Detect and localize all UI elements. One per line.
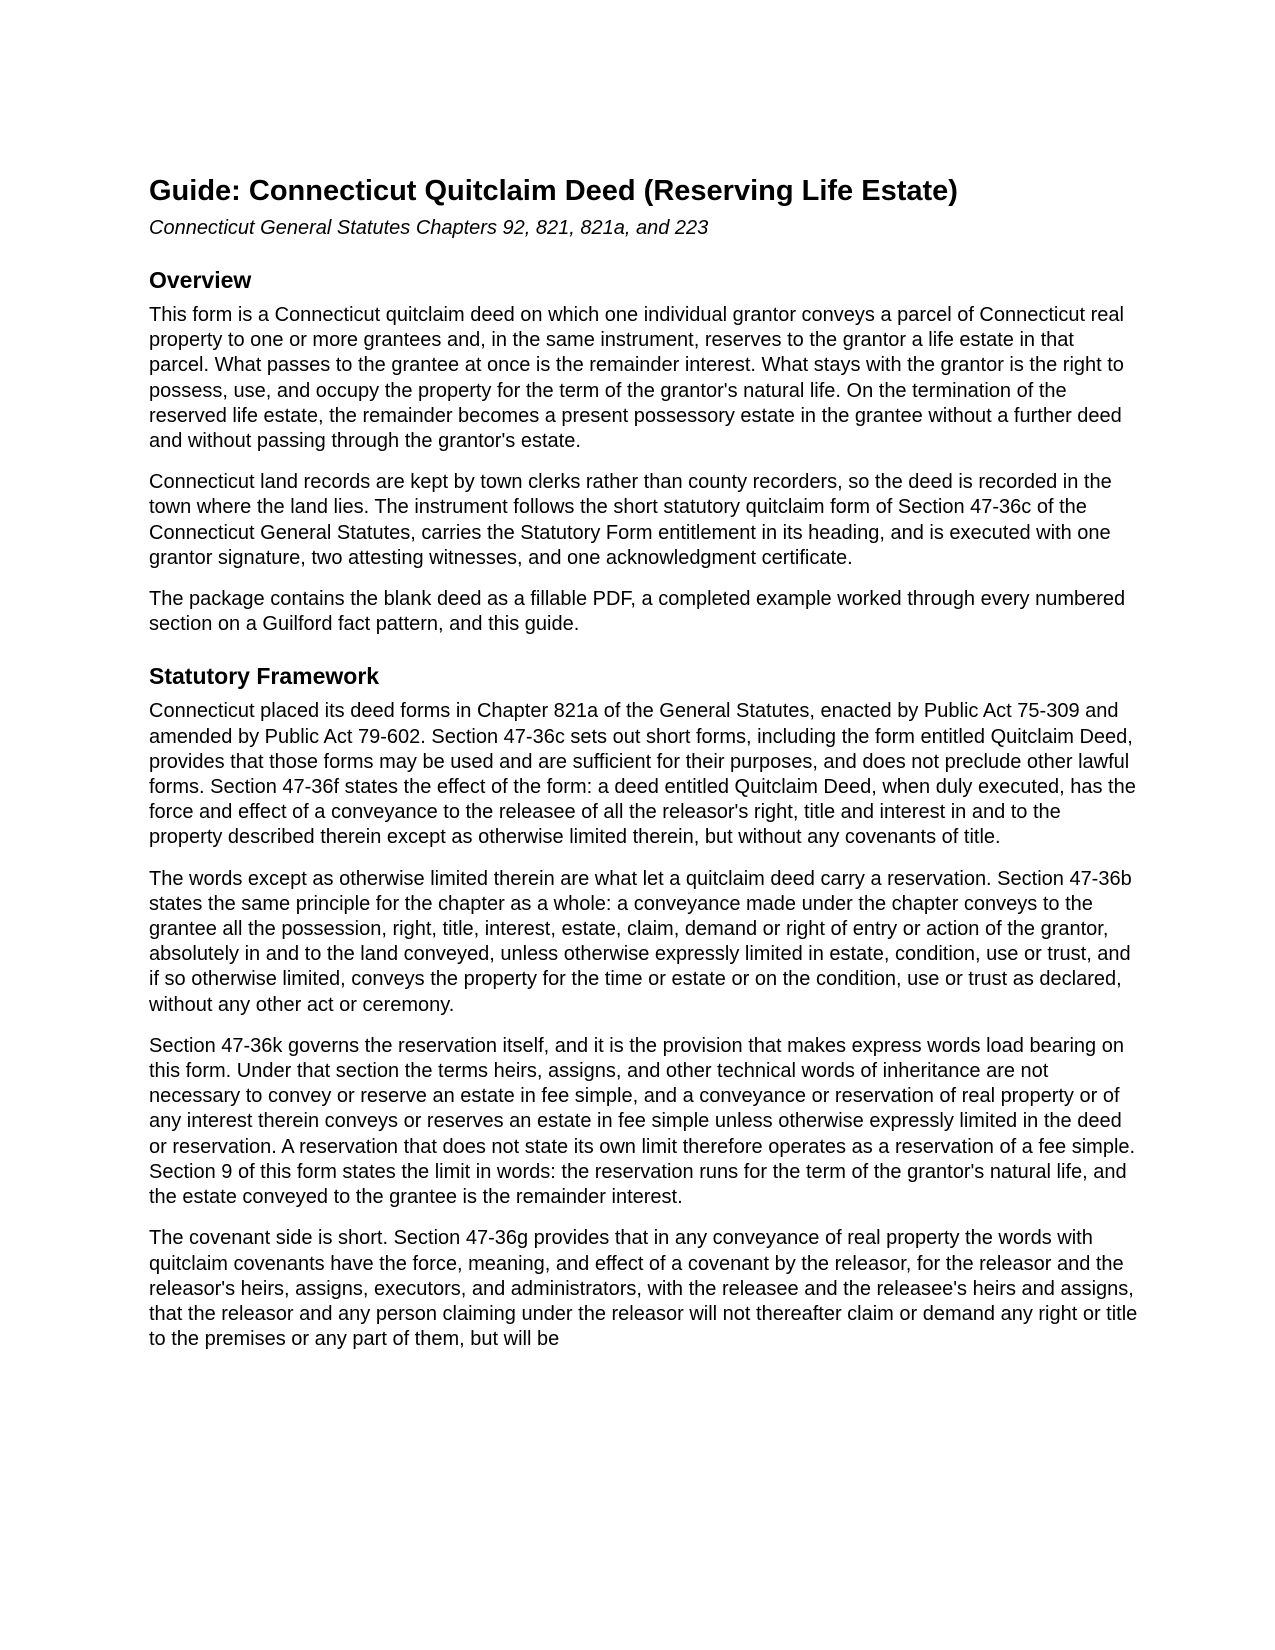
paragraph: Connecticut land records are kept by town clerks rather than county recorders, so the deed is recorded in the town where the land lies. The instrument follows the short statutory quitclaim form of Section 47-36c of the Connecticut General Statutes, carries the Statutory Form entitlement in its heading, and is executed with one grantor signature, two attesting witnesses, and one acknowledgment certificate.	[149, 471, 1112, 569]
paragraph: The words except as otherwise limited therein are what let a quitclaim deed carry a reservation. Section 47-36b states the same principle for the chapter as a whole: a conveyance made under the chapter conveys to the grantee all the possession, right, title, interest, estate, claim, demand or right of entry or action of the grantor, absolutely in and to the land conveyed, unless otherwise expressly limited in estate, condition, use or trust, and if so otherwise limited, conveys the property for the time or estate or on the condition, use or trust as declared, without any other act or ceremony.	[149, 867, 1132, 1016]
section-overview	[149, 265, 1139, 637]
section-statutory-framework	[149, 661, 1139, 1352]
paragraph: The covenant side is short. Section 47-36g provides that in any conveyance of real property the words with quitclaim covenants have the force, meaning, and effect of a covenant by the releasor, for the releasor and the releasor's heirs, assigns, executors, and administrators, with the releasee and the releasee's heirs and assigns, that the releasor and any person claiming under the releasor will not thereafter claim or demand any right or title to the premises or any part of them, but will be	[149, 1227, 1138, 1351]
document-subtitle: Connecticut General Statutes Chapters 92, 821, 821a, and 223	[149, 217, 709, 239]
paragraph: This form is a Connecticut quitclaim deed on which one individual grantor conveys a parcel of Connecticut real property to one or more grantees and, in the same instrument, reserves to the grantor a life estate in that parcel. What passes to the grantee at once is the remainder interest. What stays with the grantor is the right to possess, use, and occupy the property for the term of the grantor's natural life. On the termination of the reserved life estate, the remainder becomes a present possessory estate in the grantee without a further deed and without passing through the grantor's estate.	[149, 304, 1124, 453]
section-heading: Statutory Framework	[149, 663, 380, 690]
paragraph: The package contains the blank deed as a fillable PDF, a completed example worked through every numbered section on a Guilford fact pattern, and this guide.	[149, 588, 1126, 636]
document-title: Guide: Connecticut Quitclaim Deed (Reserving Life Estate)	[149, 175, 958, 207]
paragraph: Section 47-36k governs the reservation itself, and it is the provision that makes express words load bearing on this form. Under that section the terms heirs, assigns, and other technical words of inheritance are not necessary to convey or reserve an estate in fee simple, and a conveyance or reservation of real property or of any interest therein conveys or reserves an estate in fee simple unless otherwise expressly limited in the deed or reservation. A reservation that does not state its own limit therefore operates as a reservation of a fee simple. Section 9 of this form states the limit in words: the reservation runs for the term of the grantor's natural life, and the estate conveyed to the grantee is the remainder interest.	[149, 1034, 1136, 1209]
document-page	[149, 172, 1139, 1368]
section-heading: Overview	[149, 267, 252, 293]
paragraph: Connecticut placed its deed forms in Chapter 821a of the General Statutes, enacted by Public Act 75-309 and amended by Public Act 79-602. Section 47-36c sets out short forms, including the form entitled Quitclaim Deed, provides that those forms may be used and are sufficient for their purposes, and does not preclude other lawful forms. Section 47-36f states the effect of the form: a deed entitled Quitclaim Deed, when duly executed, has the force and effect of a conveyance to the releasee of all the releasor's right, title and interest in and to the property described therein except as otherwise limited therein, but without any covenants of title.	[149, 700, 1136, 849]
